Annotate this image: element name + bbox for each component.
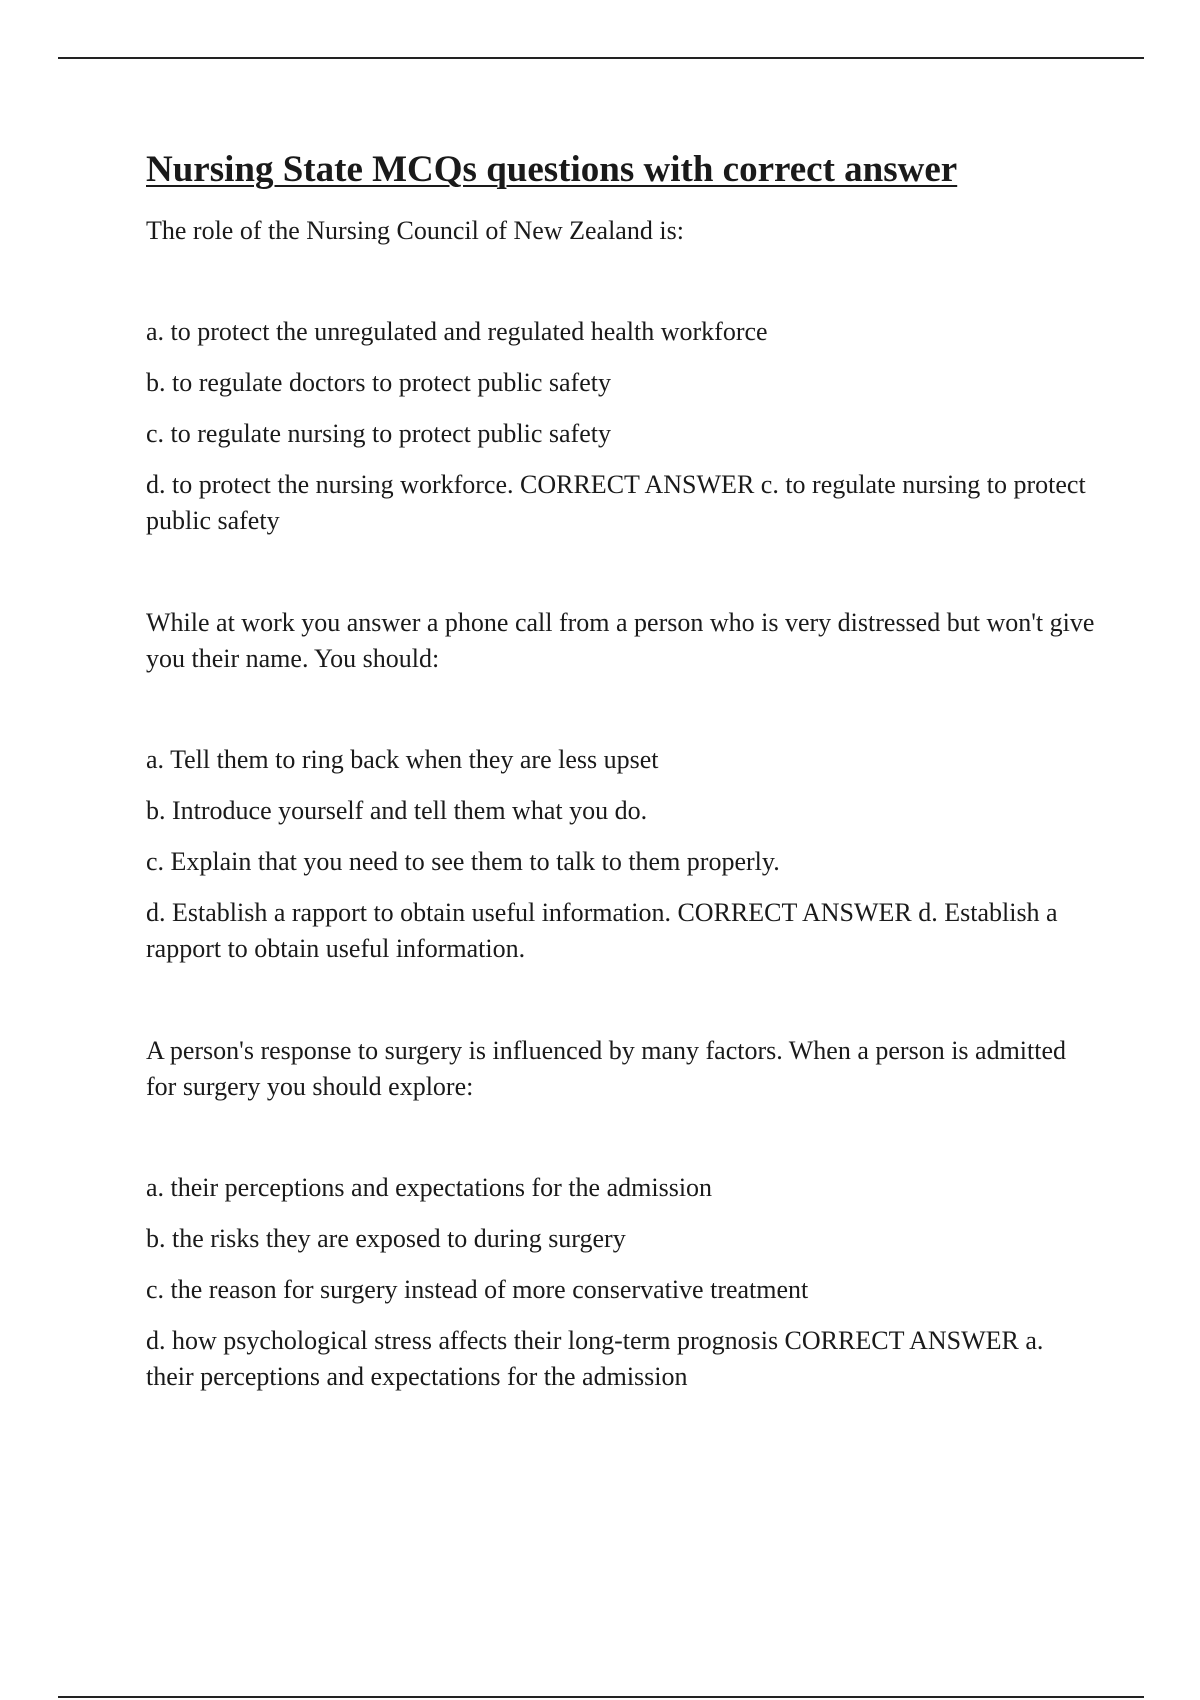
- question-3-option-a: a. their perceptions and expectations for the admission: [146, 1173, 713, 1202]
- question-1-option-b: b. to regulate doctors to protect public safety: [146, 368, 611, 397]
- question-2-option-b: b. Introduce yourself and tell them what you do.: [146, 796, 648, 825]
- question-3-options: [146, 1170, 1096, 1395]
- document-body: [146, 145, 1096, 1410]
- top-rule: [58, 57, 1144, 59]
- question-2-options: [146, 742, 1096, 967]
- question-2-option-a: a. Tell them to ring back when they are less upset: [146, 745, 659, 774]
- question-2-option-c: c. Explain that you need to see them to talk to them properly.: [146, 847, 780, 876]
- question-1-stem: The role of the Nursing Council of New Zealand is:: [146, 216, 684, 245]
- question-1-option-a: a. to protect the unregulated and regulated health workforce: [146, 317, 768, 346]
- question-1-option-c: c. to regulate nursing to protect public safety: [146, 419, 611, 448]
- question-3-option-d: d. how psychological stress affects their long-term prognosis CORRECT ANSWER a. their perceptions and expectations for the admission: [146, 1326, 1044, 1391]
- question-3-stem: A person's response to surgery is influenced by many factors. When a person is admitted for surgery you should explore:: [146, 1036, 1067, 1101]
- question-3-option-c: c. the reason for surgery instead of more conservative treatment: [146, 1275, 809, 1304]
- bottom-rule: [58, 1696, 1144, 1698]
- question-2-stem: While at work you answer a phone call from a person who is very distressed but won't give you their name. You should:: [146, 608, 1095, 673]
- question-1-options: [146, 314, 1096, 539]
- document-title: Nursing State MCQs questions with correct answer: [146, 149, 958, 190]
- question-2-option-d: d. Establish a rapport to obtain useful information. CORRECT ANSWER d. Establish a rapport to obtain useful information.: [146, 898, 1058, 963]
- question-3-option-b: b. the risks they are exposed to during surgery: [146, 1224, 626, 1253]
- question-1-option-d: d. to protect the nursing workforce. CORRECT ANSWER c. to regulate nursing to protect public safety: [146, 470, 1086, 535]
